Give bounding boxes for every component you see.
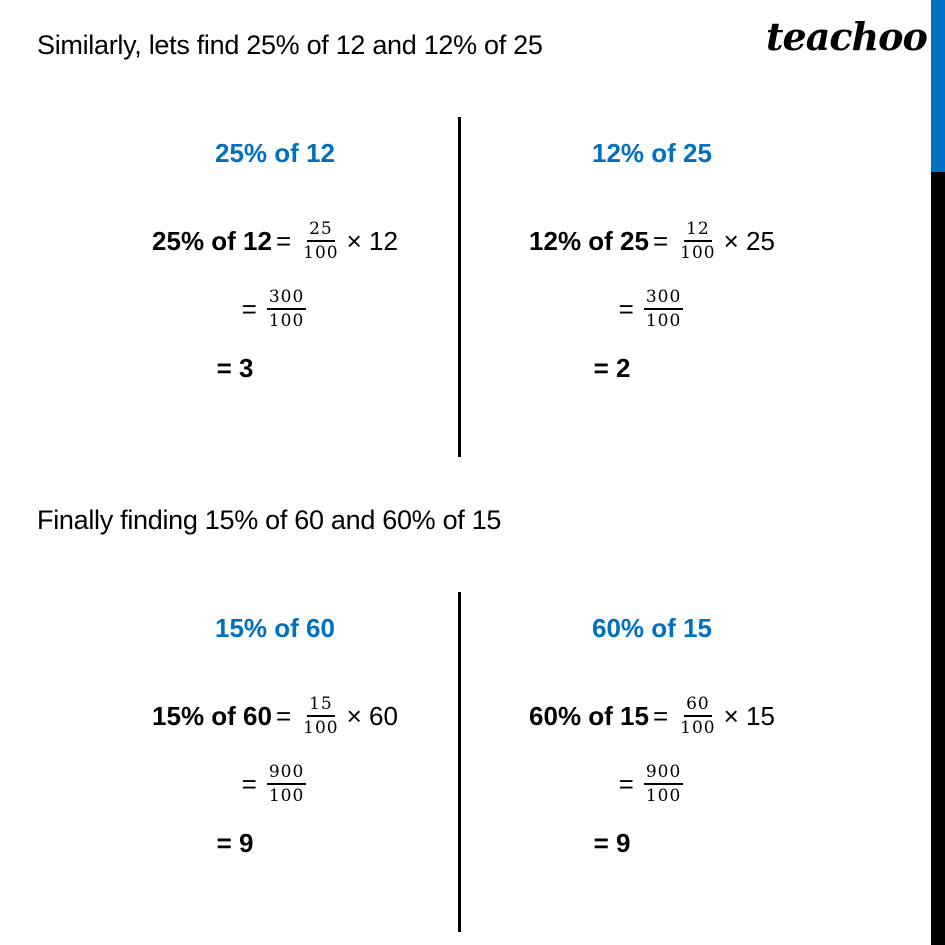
numerator: 12 — [684, 219, 712, 242]
equals-sign: = — [275, 700, 292, 731]
equals-sign: = — [241, 293, 257, 324]
section-1-left — [85, 138, 465, 384]
multiplier: × 15 — [723, 700, 775, 731]
result: = 9 — [216, 828, 254, 858]
intro-text-2: Finally finding 15% of 60 and 60% of 15 — [37, 505, 502, 535]
equation-lhs: 15% of 60 — [152, 700, 272, 731]
equals-sign: = — [652, 225, 669, 256]
fraction — [678, 219, 717, 263]
equation-line — [85, 694, 465, 738]
sidebar-accent-bar — [931, 0, 945, 172]
calc-heading: 25% of 12 — [215, 138, 335, 168]
equals-sign: = — [275, 225, 292, 256]
step-line — [462, 287, 842, 331]
equation-lhs: 12% of 25 — [529, 225, 649, 256]
equation-line — [85, 219, 465, 263]
fraction — [678, 694, 717, 738]
result: = 3 — [216, 353, 254, 383]
result: = 2 — [593, 353, 631, 383]
denominator: 100 — [303, 243, 339, 263]
calc-heading: 15% of 60 — [215, 613, 335, 643]
equation-lhs: 25% of 12 — [152, 225, 272, 256]
equation-lhs: 60% of 15 — [529, 700, 649, 731]
step-line — [85, 762, 465, 806]
multiplier: × 25 — [723, 225, 775, 256]
fraction — [644, 287, 683, 331]
section-2-left — [85, 613, 465, 859]
sidebar-dark-bar — [931, 172, 945, 945]
numerator: 900 — [267, 762, 306, 785]
equals-sign: = — [618, 293, 634, 324]
numerator: 60 — [684, 694, 712, 717]
numerator: 300 — [644, 287, 683, 310]
denominator: 100 — [645, 786, 682, 806]
denominator: 100 — [645, 311, 682, 331]
fraction — [301, 219, 340, 263]
multiplier: × 60 — [346, 700, 398, 731]
numerator: 900 — [644, 762, 683, 785]
denominator: 100 — [680, 243, 716, 263]
fraction — [301, 694, 340, 738]
fraction — [267, 762, 306, 806]
denominator: 100 — [680, 718, 716, 738]
step-line — [462, 762, 842, 806]
equals-sign: = — [618, 768, 634, 799]
fraction — [644, 762, 683, 806]
equation-line — [462, 694, 842, 738]
numerator: 15 — [307, 694, 335, 717]
intro-text-1: Similarly, lets find 25% of 12 and 12% of 25 — [37, 30, 543, 60]
result: = 9 — [593, 828, 631, 858]
equals-sign: = — [652, 700, 669, 731]
section-2-right — [462, 613, 842, 859]
fraction — [267, 287, 306, 331]
calc-heading: 60% of 15 — [592, 613, 712, 643]
equals-sign: = — [241, 768, 257, 799]
denominator: 100 — [268, 311, 305, 331]
denominator: 100 — [268, 786, 305, 806]
calc-heading: 12% of 25 — [592, 138, 712, 168]
numerator: 300 — [267, 287, 306, 310]
step-line — [85, 287, 465, 331]
equation-line — [462, 219, 842, 263]
multiplier: × 12 — [346, 225, 398, 256]
teachoo-logo: teachoo — [766, 14, 927, 59]
numerator: 25 — [307, 219, 335, 242]
section-1-right — [462, 138, 842, 384]
denominator: 100 — [303, 718, 339, 738]
